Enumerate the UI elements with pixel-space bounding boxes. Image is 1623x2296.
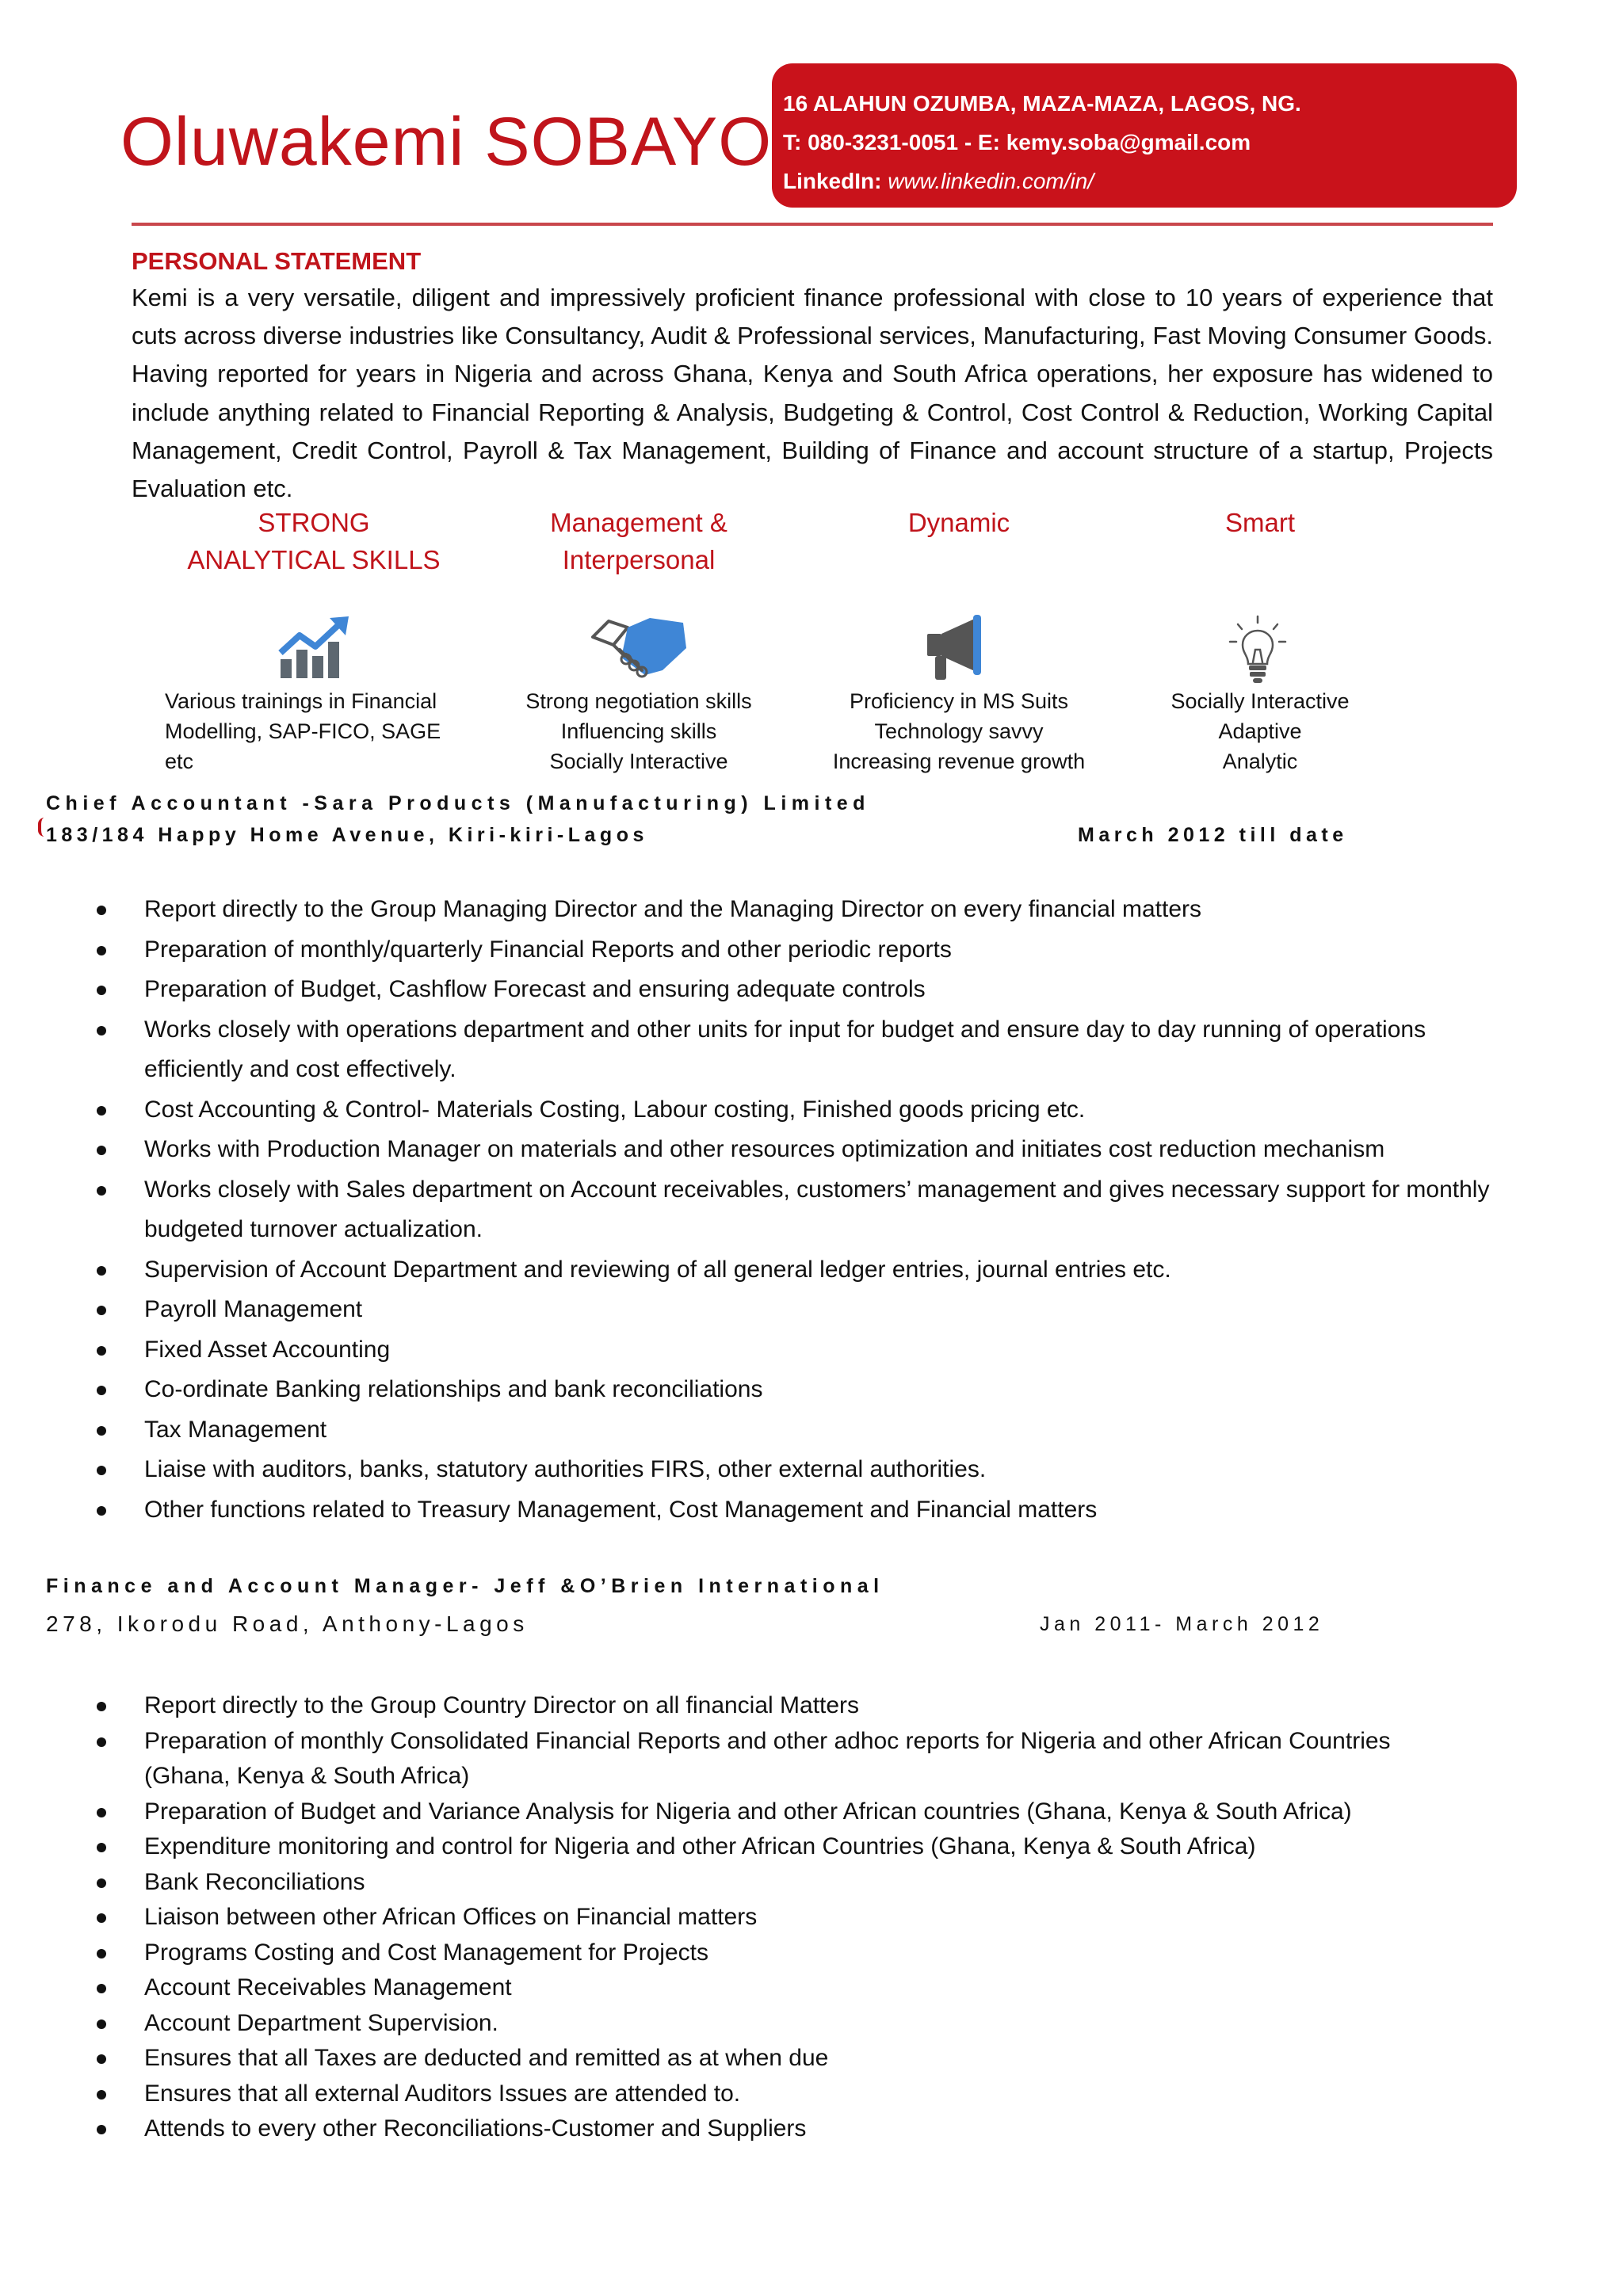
- list-item: Report directly to the Group Country Director on all financial Matters: [89, 1688, 1515, 1724]
- job-address: 278, Ikorodu Road, Anthony-Lagos: [46, 1611, 529, 1636]
- list-item: Liaise with auditors, banks, statutory authorities FIRS, other external authorities.: [89, 1450, 1515, 1490]
- list-item: Ensures that all Taxes are deducted and remitted as at when due: [89, 2041, 1515, 2077]
- megaphone-icon: [924, 613, 995, 685]
- job-duties-list: [89, 890, 1515, 1530]
- skill-desc-line: Strong negotiation skills: [525, 689, 752, 713]
- list-item: Works with Production Manager on materials and other resources optimization and initiates cost reduction mechanism: [89, 1130, 1515, 1170]
- job-address: 183/184 Happy Home Avenue, Kiri-kiri-Lagos: [46, 824, 648, 846]
- skill-management-desc: [504, 686, 773, 776]
- skill-management: [504, 504, 773, 578]
- skill-dynamic: [816, 504, 1102, 541]
- skill-title: Management & Interpersonal: [550, 508, 727, 574]
- skill-title: Dynamic: [907, 508, 1010, 537]
- linkedin-line: [783, 162, 1517, 200]
- list-item: Expenditure monitoring and control for Nigeria and other African Countries (Ghana, Kenya & South Africa): [89, 1829, 1515, 1865]
- list-item: Works closely with operations department and other units for input for budget and ensure day to day running of operations efficiently and cost effectively.: [89, 1010, 1452, 1090]
- contact-box: [772, 63, 1517, 208]
- job-date: March 2012 till date: [1078, 824, 1348, 846]
- list-item: Bank Reconciliations: [89, 1865, 1515, 1901]
- list-item: Account Department Supervision.: [89, 2006, 1515, 2042]
- skill-desc-line: Adaptive: [1218, 719, 1302, 743]
- job-duties-list: [89, 1688, 1515, 2147]
- skill-desc-line: Influencing skills: [560, 719, 717, 743]
- linkedin-link[interactable]: www.linkedin.com/in/: [888, 169, 1094, 193]
- job-title: Finance and Account Manager- Jeff &O’Brien International: [46, 1575, 884, 1597]
- list-item: Supervision of Account Department and reviewing of all general ledger entries, journal entries etc.: [89, 1250, 1515, 1291]
- lightbulb-icon: [1227, 615, 1289, 688]
- linkedin-label: LinkedIn:: [783, 169, 882, 193]
- address: 16 ALAHUN OZUMBA, MAZA-MAZA, LAGOS, NG.: [783, 91, 1301, 116]
- list-item: Works closely with Sales department on Account receivables, customers’ management and gives necessary support for monthly budgeted turnover actualization.: [89, 1170, 1499, 1250]
- list-item: Programs Costing and Cost Management for Projects: [89, 1936, 1515, 1971]
- decorative-mark: [38, 818, 44, 837]
- list-item: Ensures that all external Auditors Issues are attended to.: [89, 2077, 1515, 2112]
- personal-statement-text: Kemi is a very versatile, diligent and impressively proficient finance professional with close to 10 years of experience that cuts across diverse industries like Consultancy, Audit & Professional services, Manufacturing, Fast Moving Consumer Goods. Having reported for years in Nigeria and across Ghana, Kenya and South Africa operations, her exposure has widened to include anything related to Financial Reporting & Analysis, Budgeting & Control, Cost Control & Reduction, Working Capital Management, Credit Control, Payroll & Tax Management, Building of Finance and account structure of a startup, Projects Evaluation etc.: [132, 284, 1493, 503]
- skill-title: STRONG ANALYTICAL SKILLS: [187, 508, 441, 574]
- header-divider: [132, 223, 1493, 226]
- skill-desc-line: Socially Interactive: [549, 749, 728, 773]
- list-item: Other functions related to Treasury Management, Cost Management and Financial matters: [89, 1490, 1515, 1531]
- list-item: Preparation of monthly/quarterly Financial Reports and other periodic reports: [89, 930, 1515, 971]
- skill-title: Smart: [1224, 508, 1295, 537]
- list-item: Liaison between other African Offices on Financial matters: [89, 1900, 1515, 1936]
- skill-desc-line: Socially Interactive: [1170, 689, 1350, 713]
- skill-dynamic-desc: [816, 686, 1102, 776]
- list-item: Fixed Asset Accounting: [89, 1330, 1515, 1371]
- skill-desc-line: Proficiency in MS Suits: [849, 689, 1069, 713]
- skill-desc-line: Various trainings in Financial: [165, 689, 437, 713]
- list-item: Attends to every other Reconciliations-Customer and Suppliers: [89, 2111, 1515, 2147]
- skill-analytical-desc: [165, 686, 466, 776]
- skill-desc-line: Increasing revenue growth: [832, 749, 1086, 773]
- skill-analytical: [147, 504, 480, 578]
- list-item: Payroll Management: [89, 1290, 1515, 1330]
- skill-desc-line: etc: [165, 749, 194, 773]
- candidate-name: Oluwakemi SOBAYO: [120, 104, 773, 180]
- skill-desc-line: Analytic: [1222, 749, 1298, 773]
- chart-growth-icon: [277, 615, 350, 680]
- personal-statement-heading: PERSONAL STATEMENT: [132, 247, 422, 275]
- list-item: Co-ordinate Banking relationships and bank reconciliations: [89, 1370, 1515, 1410]
- phone-email: T: 080-3231-0051 - E: kemy.soba@gmail.com: [783, 130, 1251, 154]
- skill-desc-line: Modelling, SAP-FICO, SAGE: [165, 719, 441, 743]
- list-item: Cost Accounting & Control- Materials Costing, Labour costing, Finished goods pricing etc.: [89, 1090, 1515, 1131]
- job-date: Jan 2011- March 2012: [1040, 1613, 1324, 1635]
- job-title: Chief Accountant -Sara Products (Manufacturing) Limited: [46, 792, 870, 814]
- list-item: Preparation of Budget and Variance Analysis for Nigeria and other African countries (Ghana, Kenya & South Africa): [89, 1794, 1515, 1830]
- skill-desc-line: Technology savvy: [874, 719, 1044, 743]
- list-item: Preparation of Budget, Cashflow Forecast and ensuring adequate controls: [89, 970, 1515, 1010]
- list-item: Account Receivables Management: [89, 1970, 1515, 2006]
- list-item: Preparation of monthly Consolidated Financial Reports and other adhoc reports for Nigeria and other African Countries (Ghana, Kenya & South Africa): [89, 1724, 1436, 1794]
- list-item: Report directly to the Group Managing Director and the Managing Director on every financial matters: [89, 890, 1515, 930]
- skill-smart-desc: [1141, 686, 1379, 776]
- list-item: Tax Management: [89, 1410, 1515, 1451]
- handshake-icon: [590, 613, 689, 678]
- skill-smart: [1141, 504, 1379, 541]
